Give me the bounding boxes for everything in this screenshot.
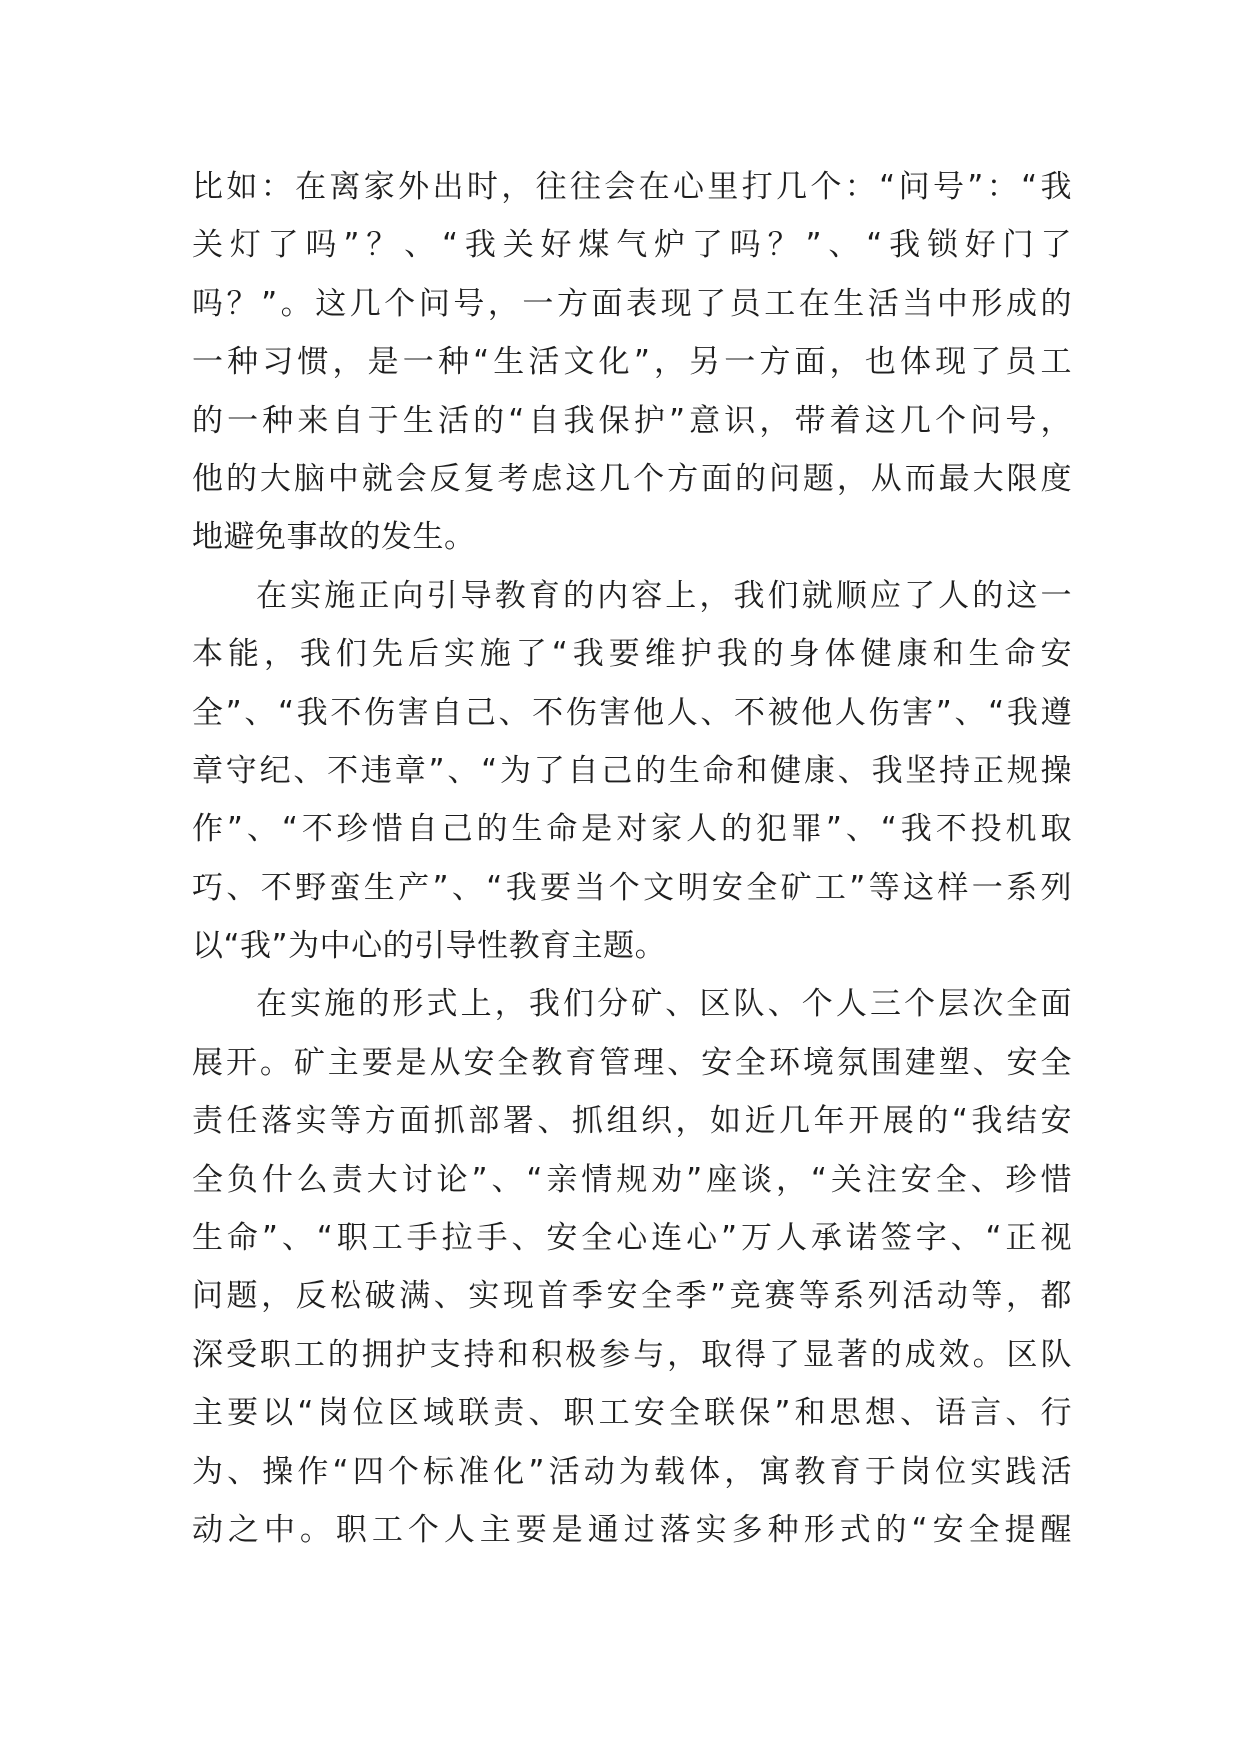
text-line: 吗？”。这几个问号，一方面表现了员工在生活当中形成的 — [192, 285, 1072, 322]
text-line: 全”、“我不伤害自己、不伤害他人、不被他人伤害”、“我遵 — [192, 694, 1072, 731]
text-line: 动之中。职工个人主要是通过落实多种形式的“安全提醒 — [192, 1511, 1072, 1548]
text-line: 关灯了吗”？、“我关好煤气炉了吗？”、“我锁好门了 — [192, 227, 1072, 264]
text-line: 全负什么责大讨论”、“亲情规劝”座谈，“关注安全、珍惜 — [192, 1161, 1072, 1198]
text-line: 本能，我们先后实施了“我要维护我的身体健康和生命安 — [192, 636, 1072, 673]
paragraph-first-line: 在实施的形式上，我们分矿、区队、个人三个层次全面 — [256, 986, 1072, 1023]
text-line: 地避免事故的发生。 — [192, 519, 476, 556]
text-line: 比如：在离家外出时，往往会在心里打几个：“问号”：“我 — [192, 169, 1072, 205]
text-line: 主要以“岗位区域联责、职工安全联保”和思想、语言、行 — [192, 1395, 1072, 1432]
text-line: 作”、“不珍惜自己的生命是对家人的犯罪”、“我不投机取 — [192, 811, 1072, 848]
text-line: 为、操作“四个标准化”活动为载体，寓教育于岗位实践活 — [192, 1453, 1072, 1490]
text-line: 问题，反松破满、实现首季安全季”竞赛等系列活动等，都 — [192, 1278, 1072, 1315]
text-line: 以“我”为中心的引导性教育主题。 — [192, 928, 667, 965]
text-line: 一种习惯，是一种“生活文化”，另一方面，也体现了员工 — [192, 344, 1072, 381]
text-line: 章守纪、不违章”、“为了自己的生命和健康、我坚持正规操 — [192, 752, 1072, 789]
text-line: 责任落实等方面抓部署、抓组织，如近几年开展的“我结安 — [192, 1103, 1072, 1140]
paragraph-first-line: 在实施正向引导教育的内容上，我们就顺应了人的这一 — [256, 577, 1072, 614]
text-line: 他的大脑中就会反复考虑这几个方面的问题，从而最大限度 — [192, 460, 1072, 497]
text-line: 巧、不野蛮生产”、“我要当个文明安全矿工”等这样一系列 — [192, 869, 1072, 906]
text-line: 展开。矿主要是从安全教育管理、安全环境氛围建塑、安全 — [192, 1044, 1072, 1081]
text-line: 生命”、“职工手拉手、安全心连心”万人承诺签字、“正视 — [192, 1220, 1072, 1257]
text-line: 深受职工的拥护支持和积极参与，取得了显著的成效。区队 — [192, 1336, 1072, 1373]
document-body — [192, 158, 1072, 1559]
text-line: 的一种来自于生活的“自我保护”意识，带着这几个问号， — [192, 402, 1072, 439]
